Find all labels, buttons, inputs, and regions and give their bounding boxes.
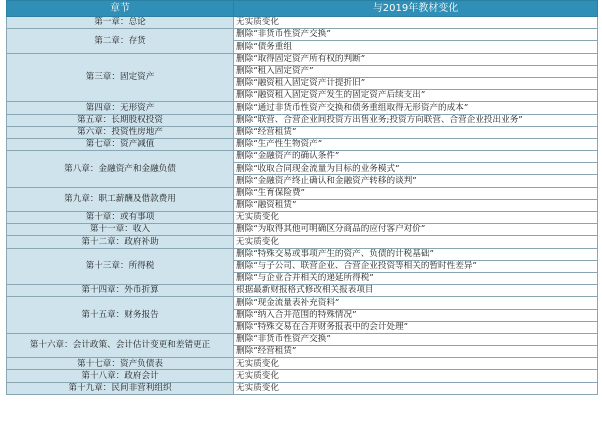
change-description-cell: 无实质变化 [234,358,598,370]
table-row [7,382,598,394]
chapter-name-cell: 第十九章：民间非营利组织 [7,382,234,394]
change-description-cell: 无实质变化 [234,236,598,248]
change-description-cell: 无实质变化 [234,17,598,29]
change-description-cell: 删除“收取合同现金流量为目标的业务模式” [234,163,598,175]
chapter-name-cell: 第十一章：收入 [7,224,234,236]
change-description-cell: 删除“金融资产的确认条件” [234,151,598,163]
change-description-cell: 删除“通过非货币性资产交换和债务重组取得无形资产的成本” [234,102,598,114]
comparison-table-container [6,0,597,425]
change-description-cell: 删除“金融资产终止确认和金融资产转移的谈判” [234,175,598,187]
table-row [7,248,598,260]
table-row [7,102,598,114]
table-row [7,151,598,163]
change-description-cell: 删除“取得固定资产所有权的判断” [234,53,598,65]
table-row [7,17,598,29]
change-description-cell: 删除“融资租入固定资产计提折旧” [234,77,598,89]
table-row [7,114,598,126]
chapter-name-cell: 第十章：或有事项 [7,212,234,224]
chapter-name-cell: 第六章：投资性房地产 [7,126,234,138]
change-description-cell: 删除“特殊交易或事项产生的资产、负债的计税基础” [234,248,598,260]
chapter-name-cell: 第十五章：财务报告 [7,297,234,334]
table-row [7,53,598,65]
change-description-cell: 删除“租入固定资产” [234,65,598,77]
table-body [7,17,598,395]
chapter-name-cell: 第十七章：资产负债表 [7,358,234,370]
chapter-name-cell: 第五章：长期股权投资 [7,114,234,126]
table-row [7,212,598,224]
change-description-cell: 删除“融资租赁” [234,199,598,211]
table-row [7,138,598,150]
header-changes: 与2019年教材变化 [234,1,598,17]
change-description-cell: 删除“融资租入固定资产发生的固定资产后续支出” [234,90,598,102]
change-description-cell: 删除“特殊交易在合并财务报表中的会计处理” [234,321,598,333]
table-row [7,297,598,309]
chapter-changes-table [6,0,598,395]
chapter-name-cell: 第十二章：政府补助 [7,236,234,248]
change-description-cell: 删除“非货币性资产交换” [234,29,598,41]
chapter-name-cell: 第十六章：会计政策、会计估计变更和差错更正 [7,333,234,357]
chapter-name-cell: 第一章：总论 [7,17,234,29]
change-description-cell: 无实质变化 [234,212,598,224]
chapter-name-cell: 第十八章：政府会计 [7,370,234,382]
change-description-cell: 无实质变化 [234,370,598,382]
chapter-name-cell: 第二章：存货 [7,29,234,53]
header-chapter: 章节 [7,1,234,17]
table-row [7,333,598,345]
change-description-cell: 删除“现金流量表补充资料” [234,297,598,309]
chapter-name-cell: 第七章：资产减值 [7,138,234,150]
change-description-cell: 删除“经营租赁” [234,346,598,358]
chapter-name-cell: 第十四章：外币折算 [7,285,234,297]
change-description-cell: 删除“债务重组 [234,41,598,53]
table-row [7,187,598,199]
table-row [7,29,598,41]
chapter-name-cell: 第九章：职工薪酬及借款费用 [7,187,234,211]
table-row [7,236,598,248]
chapter-name-cell: 第三章：固定资产 [7,53,234,102]
change-description-cell: 删除“生育保险费” [234,187,598,199]
change-description-cell: 删除“非货币性资产交换” [234,333,598,345]
change-description-cell: 删除“与企业合并相关的递延所得税” [234,272,598,284]
chapter-name-cell: 第八章：金融资产和金融负债 [7,151,234,188]
change-description-cell: 删除“经营租赁” [234,126,598,138]
change-description-cell: 删除“与子公司、联营企业、合营企业投资等相关的暂时性差异” [234,260,598,272]
change-description-cell: 删除“联营、合营企业间投资方出售业务;投资方向联营、合营企业投出业务” [234,114,598,126]
table-row [7,358,598,370]
table-row [7,224,598,236]
table-row [7,126,598,138]
chapter-name-cell: 第四章：无形资产 [7,102,234,114]
table-row [7,370,598,382]
change-description-cell: 删除“纳入合并范围的特殊情况” [234,309,598,321]
chapter-name-cell: 第十三章：所得税 [7,248,234,285]
change-description-cell: 无实质变化 [234,382,598,394]
table-row [7,285,598,297]
change-description-cell: 删除“为取得其他可明确区分商品的应付客户对价” [234,224,598,236]
change-description-cell: 删除“生产性生物资产” [234,138,598,150]
header-row [7,1,598,17]
change-description-cell: 根据最新财报格式修改相关报表项目 [234,285,598,297]
